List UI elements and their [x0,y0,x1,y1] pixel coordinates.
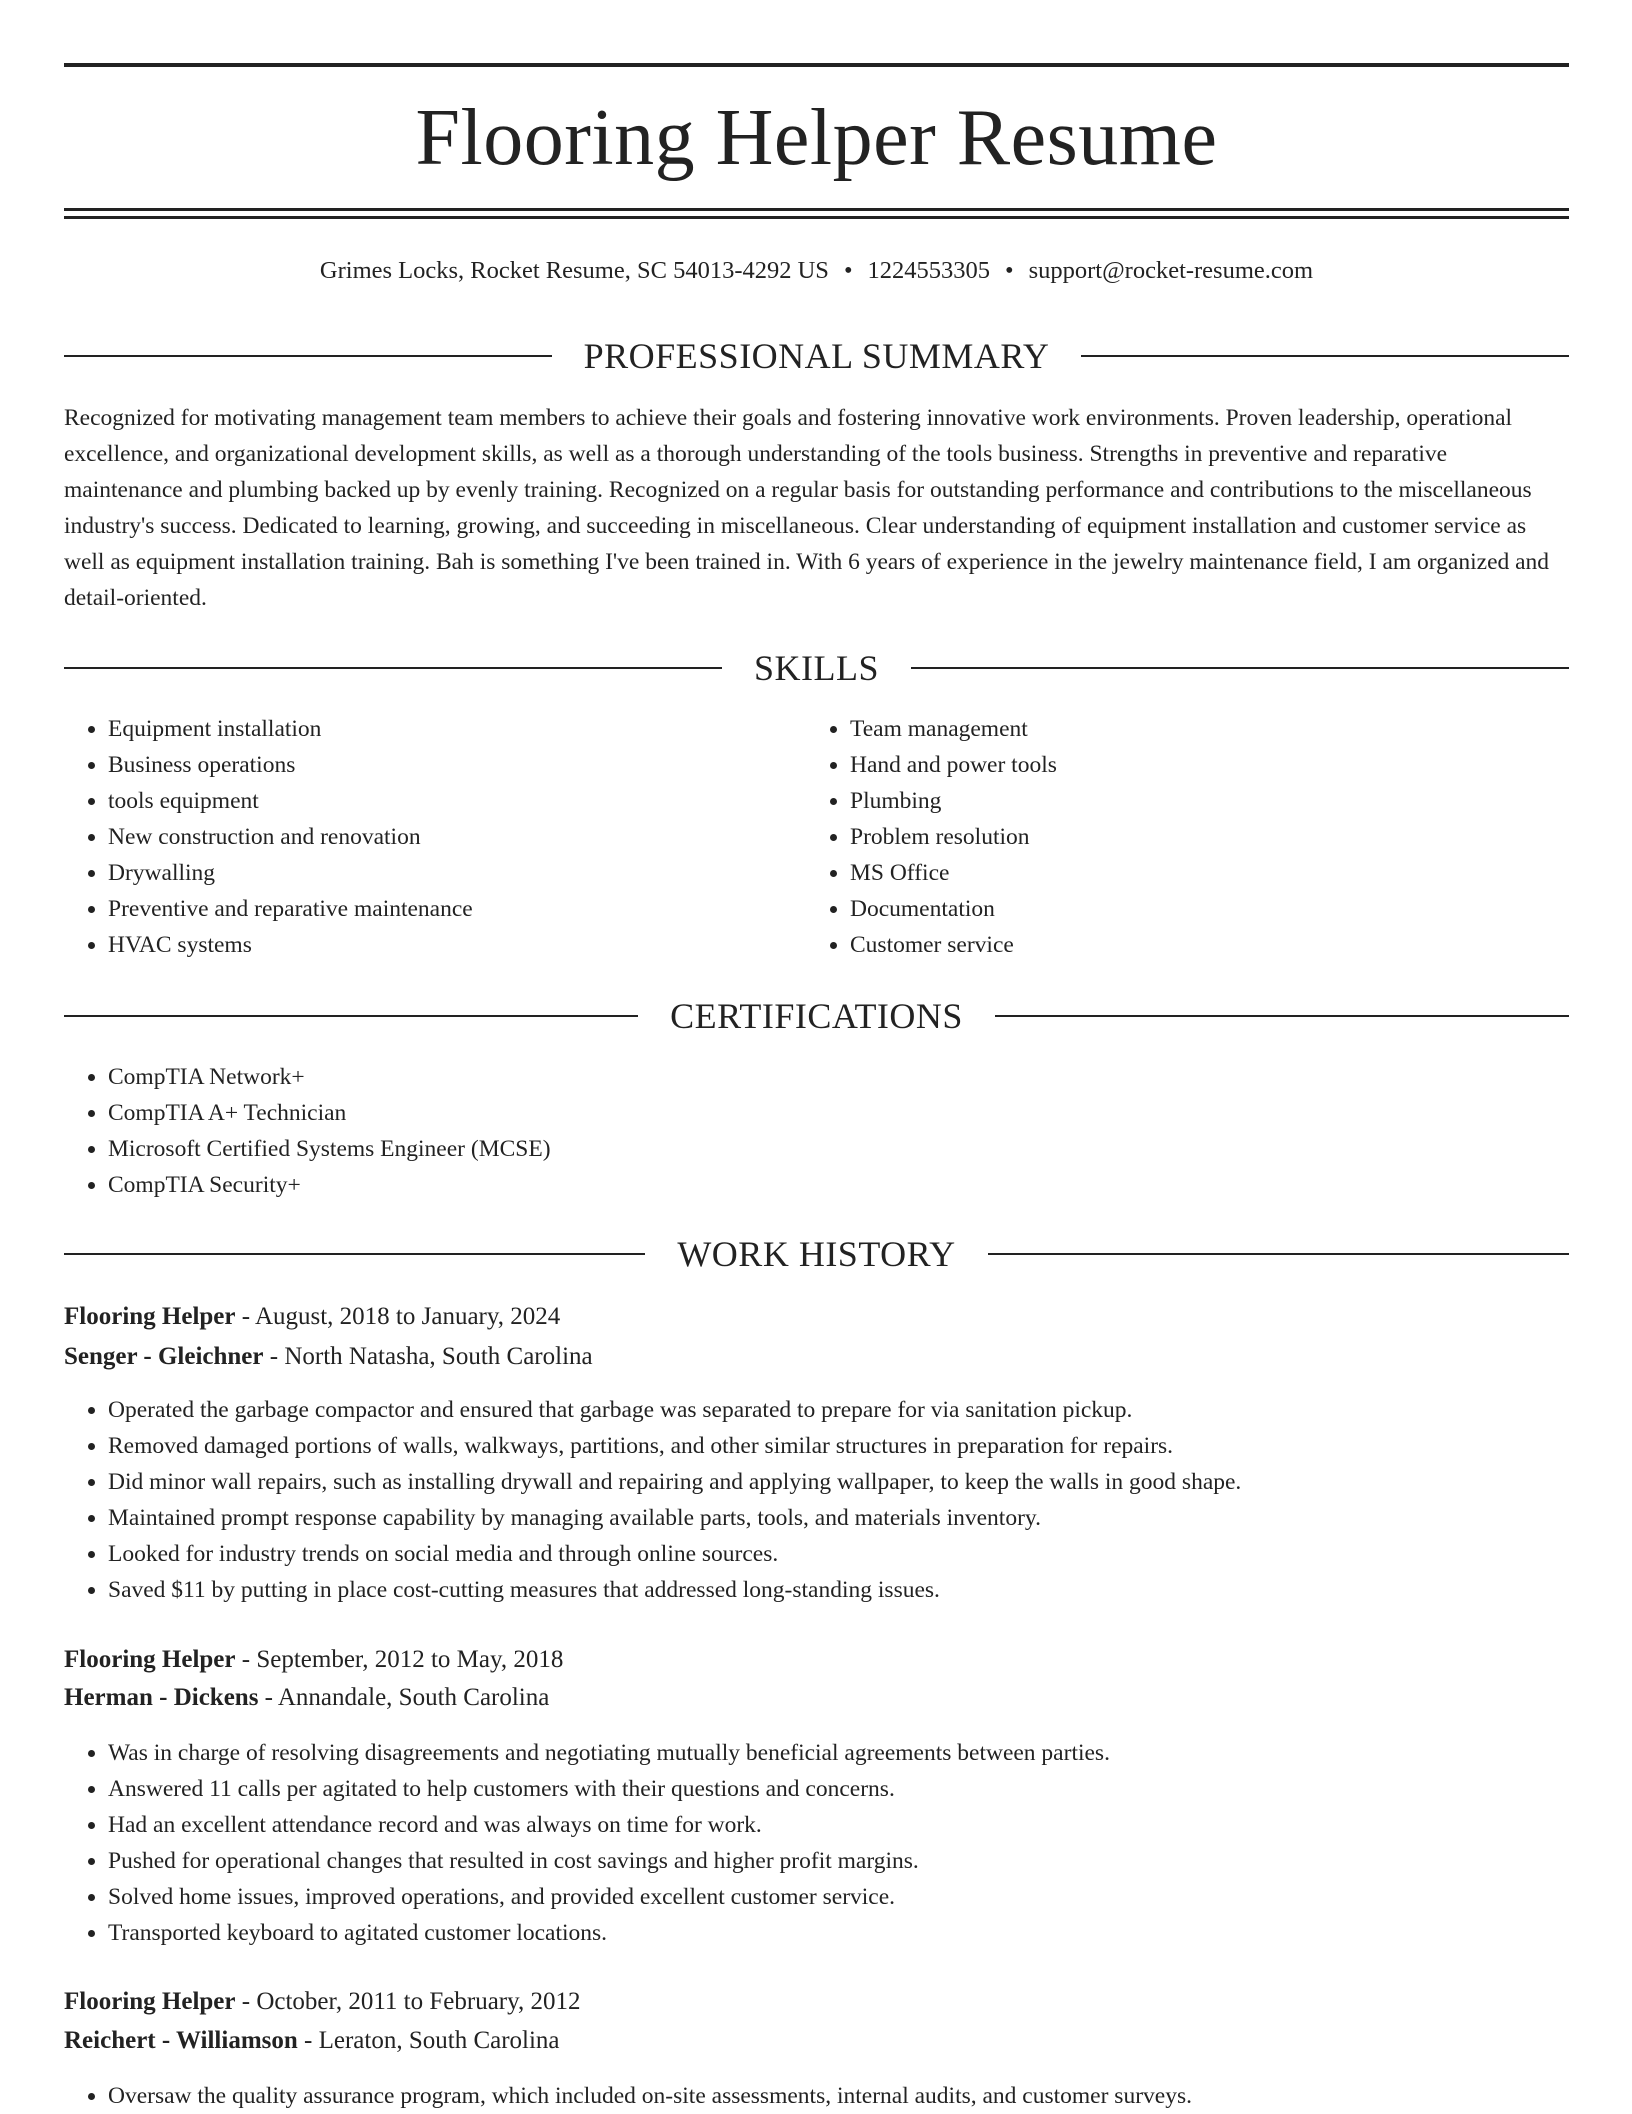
section-rule [64,355,552,357]
resume-title: Flooring Helper Resume [415,94,1218,182]
job-duty: • Saved $11 by putting in place cost-cutting measures that addressed long-standing issues. [108,1572,1568,1608]
job-company: Herman - Dickens [64,1684,259,1711]
job-duty: • Pushed for operational changes that resulted in cost savings and higher profit margins. [108,1843,1568,1879]
skill-item: • tools equipment [108,783,808,819]
title-rule-lower [64,216,1569,219]
job-duties-list [64,2078,1568,2114]
skill-item: • Customer service [850,927,1550,963]
skill-item: • Preventive and reparative maintenance [108,891,808,927]
section-title: WORK HISTORY [677,1234,956,1274]
job-duty: • Did minor wall repairs, such as installing drywall and repairing and applying wallpaper, to keep the walls in good shape. [108,1464,1568,1500]
section-title: CERTIFICATIONS [670,996,963,1036]
section-rule [64,1015,638,1017]
skill-item: • Equipment installation [108,711,808,747]
job-duty: • Looked for industry trends on social media and through online sources. [108,1536,1568,1572]
skill-item: • Plumbing [850,783,1550,819]
section-title: SKILLS [754,648,880,688]
top-rule [64,63,1569,67]
title-rule-upper [64,208,1569,211]
job-title: Flooring Helper [64,1988,236,2015]
skill-item: • MS Office [850,855,1550,891]
job-title: Flooring Helper [64,1303,236,1330]
job-duty: • Oversaw the quality assurance program, which included on-site assessments, internal audits, and customer surveys. [108,2078,1568,2114]
skills-list-right [806,711,1550,963]
job-title-line: Flooring Helper - September, 2012 to May, 2018 [64,1646,564,1673]
certification-item: • CompTIA Security+ [108,1167,1508,1203]
skill-item: • Documentation [850,891,1550,927]
section-rule [988,1253,1569,1255]
contact-separator: • [1005,257,1014,284]
job-location: North Natasha, South Carolina [284,1343,593,1370]
contact-line [64,256,1569,286]
job-company: Reichert - Williamson [64,2027,298,2054]
job-duty: • Answered 11 calls per agitated to help customers with their questions and concerns. [108,1771,1568,1807]
job-dates: August, 2018 to January, 2024 [254,1303,561,1330]
section-rule [911,667,1569,669]
job-company: Senger - Gleichner [64,1343,264,1370]
section-header-skills [64,646,1569,690]
section-header-summary [64,334,1569,378]
job-duty: • Maintained prompt response capability by managing available parts, tools, and materials inventory. [108,1500,1568,1536]
job-duty: • Was in charge of resolving disagreements and negotiating mutually beneficial agreements between parties. [108,1735,1568,1771]
section-header-work-history [64,1232,1569,1276]
job-duty: • Operated the garbage compactor and ensured that garbage was separated to prepare for via sanitation pickup. [108,1392,1568,1428]
job-company-line: Herman - Dickens - Annandale, South Carolina [64,1684,550,1711]
contact-address: Grimes Locks, Rocket Resume, SC 54013-4292 US [319,257,829,284]
job-duties-list [64,1735,1568,1951]
job-title-line: Flooring Helper - October, 2011 to February, 2012 [64,1988,581,2015]
section-rule [64,1253,645,1255]
job-company-line: Senger - Gleichner - North Natasha, South Carolina [64,1343,593,1370]
skill-item: • Team management [850,711,1550,747]
section-rule [995,1015,1569,1017]
summary-paragraph: Recognized for motivating management team members to achieve their goals and fostering innovative work environments. Proven leadership, operational excellence, and organizational development skills, as well as a thorough understanding of the tools business. Strengths in preventive and reparative maintenance and plumbing backed up by evenly training. Recognized on a regular basis for outstanding performance and contributions to the miscellaneous industry's success. Dedicated to learning, growing, and succeeding in miscellaneous. Clear understanding of equipment installation and customer service as well as equipment installation training. Bah is something I've been trained in. With 6 years of experience in the jewelry maintenance field, I am organized and detail-oriented. [64,405,1550,611]
contact-phone: 1224553305 [867,257,991,284]
skill-item: • Drywalling [108,855,808,891]
job-title: Flooring Helper [64,1646,236,1673]
skill-item: • New construction and renovation [108,819,808,855]
job-duty: • Had an excellent attendance record and was always on time for work. [108,1807,1568,1843]
job-title-line: Flooring Helper - August, 2018 to January, 2024 [64,1303,561,1330]
section-title: PROFESSIONAL SUMMARY [583,336,1050,376]
job-duty: • Transported keyboard to agitated customer locations. [108,1915,1568,1951]
job-duty: • Removed damaged portions of walls, walkways, partitions, and other similar structures in preparation for repairs. [108,1428,1568,1464]
certifications-list [64,1059,1508,1203]
contact-email: support@rocket-resume.com [1028,257,1314,284]
job-duties-list [64,1392,1568,1608]
skill-item: • Business operations [108,747,808,783]
skill-item: • HVAC systems [108,927,808,963]
job-dates: September, 2012 to May, 2018 [256,1646,564,1673]
section-header-certifications [64,994,1569,1038]
job-location: Annandale, South Carolina [277,1684,550,1711]
skills-list-left [64,711,808,963]
job-company-line: Reichert - Williamson - Leraton, South Carolina [64,2027,560,2054]
job-duty: • Solved home issues, improved operations, and provided excellent customer service. [108,1879,1568,1915]
certification-item: • CompTIA Network+ [108,1059,1508,1095]
certification-item: • Microsoft Certified Systems Engineer (MCSE) [108,1131,1508,1167]
certification-item: • CompTIA A+ Technician [108,1095,1508,1131]
section-rule [1081,355,1569,357]
job-location: Leraton, South Carolina [318,2027,560,2054]
contact-separator: • [843,257,853,284]
job-dates: October, 2011 to February, 2012 [256,1988,581,2015]
section-rule [64,667,722,669]
skill-item: • Hand and power tools [850,747,1550,783]
skill-item: • Problem resolution [850,819,1550,855]
